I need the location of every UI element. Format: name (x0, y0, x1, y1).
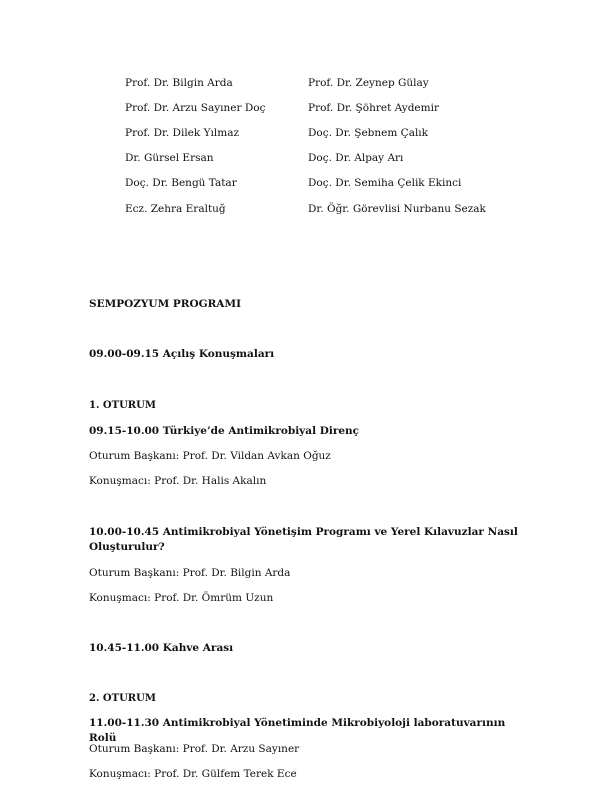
committee-member: Prof. Dr. Dilek Yılmaz (125, 126, 239, 139)
committee-member: Doç. Dr. Alpay Arı (308, 152, 404, 165)
committee-row (125, 146, 525, 171)
committee-member: Prof. Dr. Şöhret Aydemir (308, 101, 439, 114)
committee-member: Dr. Öğr. Görevlisi Nurbanu Sezak (308, 202, 486, 215)
session1-talk2-speaker: Konuşmacı: Prof. Dr. Ömrüm Uzun (89, 592, 274, 604)
committee-member: Doç. Dr. Bengü Tatar (125, 177, 237, 190)
session2-talk1-chair: Oturum Başkanı: Prof. Dr. Arzu Sayıner (89, 743, 300, 755)
committee-member: Prof. Dr. Zeynep Gülay (308, 76, 429, 89)
session1-talk1-speaker: Konuşmacı: Prof. Dr. Halis Akalın (89, 475, 267, 487)
committee-member: Dr. Gürsel Ersan (125, 152, 214, 165)
session1-title: 1. OTURUM (89, 400, 156, 411)
committee-member: Prof. Dr. Arzu Sayıner Doç (125, 101, 266, 114)
committee-row (125, 95, 525, 120)
program-heading: SEMPOZYUM PROGRAMI (89, 298, 241, 310)
session2-talk1-speaker: Konuşmacı: Prof. Dr. Gülfem Terek Ece (89, 768, 297, 780)
committee-member: Prof. Dr. Bilgin Arda (125, 76, 233, 89)
session2-talk1-title: 11.00-11.30 Antimikrobiyal Yönetiminde Mikrobiyoloji laboratuvarının Rolü (89, 717, 506, 744)
committee-row (125, 70, 525, 95)
session1-talk1-chair: Oturum Başkanı: Prof. Dr. Vildan Avkan Oğuz (89, 450, 331, 462)
committee-row (125, 196, 525, 221)
session2-title: 2. OTURUM (89, 693, 156, 704)
session1-talk2-chair: Oturum Başkanı: Prof. Dr. Bilgin Arda (89, 567, 291, 579)
coffee-break: 10.45-11.00 Kahve Arası (89, 642, 234, 654)
committee-member: Doç. Dr. Semiha Çelik Ekinci (308, 177, 462, 190)
session1-talk1-title: 09.15-10.00 Türkiye’de Antimikrobiyal Direnç (89, 425, 360, 437)
session1-talk2-title-line2: Oluşturulur? (89, 541, 165, 553)
committee-member: Ecz. Zehra Eraltuğ (125, 202, 226, 215)
opening-title: 09.00-09.15 Açılış Konuşmaları (89, 348, 275, 360)
committee-member: Doç. Dr. Şebnem Çalık (308, 126, 429, 139)
session1-talk2-title-line1: 10.00-10.45 Antimikrobiyal Yönetişim Programı ve Yerel Kılavuzlar Nasıl (89, 526, 518, 538)
committee-row (125, 120, 525, 145)
committee-list (125, 70, 525, 221)
committee-row (125, 171, 525, 196)
